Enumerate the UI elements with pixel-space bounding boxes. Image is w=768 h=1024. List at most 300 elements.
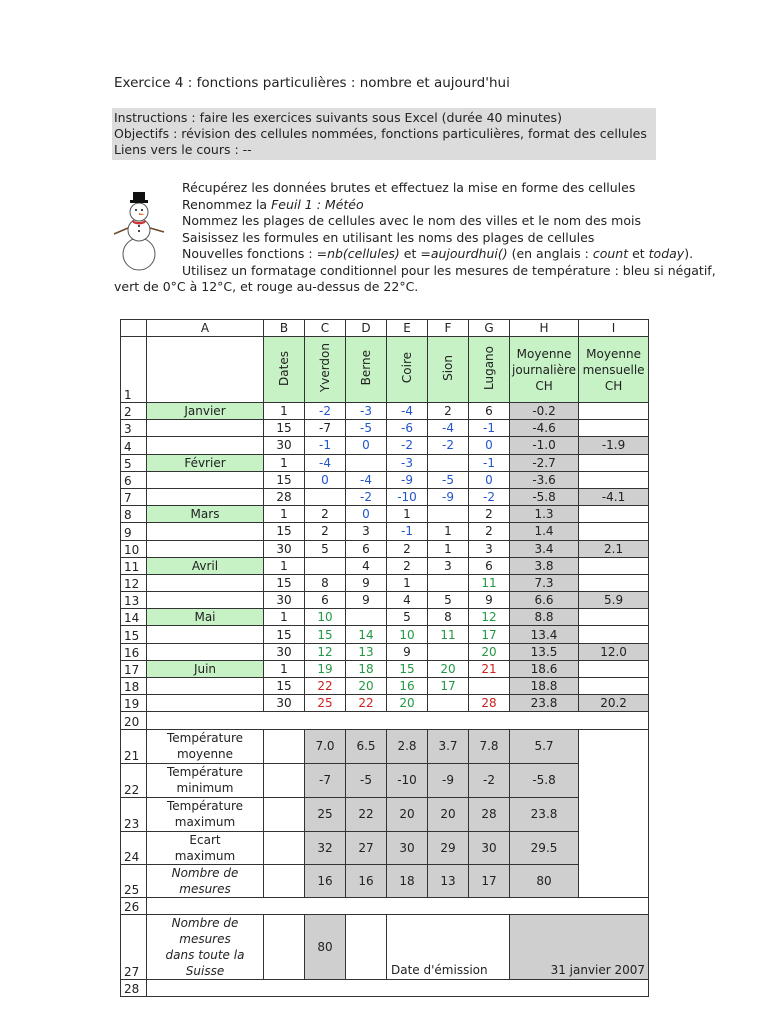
row-number[interactable]: 27: [121, 914, 147, 979]
stat-value[interactable]: 20: [428, 797, 469, 831]
temperature-cell[interactable]: 17: [469, 626, 510, 643]
stat-label[interactable]: Température moyenne: [147, 729, 264, 763]
temperature-cell[interactable]: 6: [305, 592, 346, 609]
month-cell[interactable]: [147, 437, 264, 454]
date-cell[interactable]: 1: [264, 660, 305, 677]
monthly-average-cell[interactable]: [579, 609, 649, 626]
column-header[interactable]: I: [579, 320, 649, 337]
daily-average-cell[interactable]: 1.3: [510, 506, 579, 523]
temperature-cell[interactable]: -1: [387, 523, 428, 540]
stat-label[interactable]: Température maximum: [147, 797, 264, 831]
monthly-average-cell[interactable]: [579, 506, 649, 523]
temperature-cell[interactable]: 1: [387, 574, 428, 591]
temperature-cell[interactable]: 3: [346, 523, 387, 540]
temperature-cell[interactable]: 3: [428, 557, 469, 574]
month-cell[interactable]: Février: [147, 454, 264, 471]
temperature-cell[interactable]: -6: [387, 420, 428, 437]
daily-average-cell[interactable]: 6.6: [510, 592, 579, 609]
row-number[interactable]: 28: [121, 979, 147, 996]
temperature-cell[interactable]: -5: [346, 420, 387, 437]
month-cell[interactable]: [147, 678, 264, 695]
table-row: [121, 557, 649, 574]
cell[interactable]: [147, 337, 264, 403]
row-number[interactable]: 22: [121, 763, 147, 797]
temperature-cell[interactable]: -3: [346, 403, 387, 420]
date-cell[interactable]: 30: [264, 437, 305, 454]
temperature-cell[interactable]: 5: [387, 609, 428, 626]
row-number[interactable]: 9: [121, 523, 147, 540]
temperature-cell[interactable]: 20: [469, 643, 510, 660]
cell: [346, 914, 387, 979]
row-number[interactable]: 5: [121, 454, 147, 471]
stat-value[interactable]: 30: [469, 831, 510, 864]
stat-value[interactable]: 17: [469, 864, 510, 897]
month-cell[interactable]: [147, 488, 264, 505]
temperature-cell[interactable]: -2: [469, 488, 510, 505]
column-header[interactable]: G: [469, 320, 510, 337]
temperature-cell[interactable]: 1: [428, 523, 469, 540]
empty-row-cell[interactable]: [147, 897, 649, 914]
row-number[interactable]: 8: [121, 506, 147, 523]
monthly-average-cell[interactable]: [579, 574, 649, 591]
monthly-average-cell[interactable]: 12.0: [579, 643, 649, 660]
temperature-cell[interactable]: 6: [469, 403, 510, 420]
date-cell[interactable]: 28: [264, 488, 305, 505]
daily-average-cell[interactable]: -4.6: [510, 420, 579, 437]
row-number[interactable]: 6: [121, 471, 147, 488]
column-header[interactable]: F: [428, 320, 469, 337]
row-number[interactable]: 4: [121, 437, 147, 454]
temperature-cell[interactable]: 12: [469, 609, 510, 626]
temperature-cell[interactable]: 22: [346, 695, 387, 712]
step-1: Récupérez les données brutes et effectuez la mise en forme des cellules: [182, 180, 636, 195]
temperature-cell[interactable]: 9: [387, 643, 428, 660]
row-number[interactable]: 26: [121, 897, 147, 914]
spreadsheet: [120, 319, 649, 997]
temperature-cell[interactable]: -9: [428, 488, 469, 505]
month-cell[interactable]: [147, 420, 264, 437]
table-row: [121, 695, 649, 712]
row-number[interactable]: 24: [121, 831, 147, 864]
row-number[interactable]: 15: [121, 626, 147, 643]
monthly-average-cell[interactable]: [579, 471, 649, 488]
info-box: [112, 108, 656, 160]
temperature-cell[interactable]: 25: [305, 695, 346, 712]
temperature-cell[interactable]: 8: [428, 609, 469, 626]
table-row: [121, 574, 649, 591]
cell: [579, 797, 649, 831]
stat-value[interactable]: 6.5: [346, 729, 387, 763]
temperature-cell[interactable]: [428, 574, 469, 591]
cell: [579, 864, 649, 897]
table-row: [121, 897, 649, 914]
row-number[interactable]: 11: [121, 557, 147, 574]
temperature-cell[interactable]: 0: [305, 471, 346, 488]
row-number[interactable]: 14: [121, 609, 147, 626]
table-row: [121, 523, 649, 540]
daily-average-cell[interactable]: 23.8: [510, 695, 579, 712]
temperature-cell[interactable]: 8: [305, 574, 346, 591]
cell[interactable]: [264, 831, 305, 864]
temperature-cell[interactable]: 4: [387, 592, 428, 609]
temperature-cell[interactable]: 10: [387, 626, 428, 643]
date-emission-label[interactable]: Date d'émission: [387, 914, 510, 979]
row-number[interactable]: 12: [121, 574, 147, 591]
stat-total[interactable]: 29.5: [510, 831, 579, 864]
table-row: [121, 471, 649, 488]
temperature-cell[interactable]: 2: [469, 523, 510, 540]
temperature-cell[interactable]: 1: [387, 506, 428, 523]
row-number[interactable]: 23: [121, 797, 147, 831]
steps-list: [114, 180, 716, 296]
cell[interactable]: [264, 797, 305, 831]
temperature-cell[interactable]: [428, 695, 469, 712]
stat-value[interactable]: -2: [469, 763, 510, 797]
temperature-cell[interactable]: -7: [305, 420, 346, 437]
summary-row: [121, 914, 649, 979]
column-header[interactable]: H: [510, 320, 579, 337]
cell[interactable]: [264, 914, 305, 979]
month-cell[interactable]: [147, 643, 264, 660]
row-number[interactable]: 13: [121, 592, 147, 609]
temperature-cell[interactable]: [428, 643, 469, 660]
temperature-cell[interactable]: 15: [305, 626, 346, 643]
row-number[interactable]: 10: [121, 540, 147, 557]
empty-row-cell[interactable]: [147, 979, 649, 996]
temperature-cell[interactable]: 10: [305, 609, 346, 626]
header-row: [121, 337, 649, 403]
daily-average-cell[interactable]: 18.6: [510, 660, 579, 677]
date-cell[interactable]: 30: [264, 540, 305, 557]
date-cell[interactable]: 15: [264, 574, 305, 591]
month-cell[interactable]: Mars: [147, 506, 264, 523]
date-cell[interactable]: 30: [264, 643, 305, 660]
temperature-cell[interactable]: -2: [346, 488, 387, 505]
temperature-cell[interactable]: 14: [346, 626, 387, 643]
monthly-average-cell[interactable]: [579, 403, 649, 420]
liens-line: Liens vers le cours : --: [114, 142, 252, 157]
row-number[interactable]: 18: [121, 678, 147, 695]
stat-row: [121, 831, 649, 864]
month-cell[interactable]: [147, 592, 264, 609]
monthly-average-cell[interactable]: 5.9: [579, 592, 649, 609]
temperature-cell[interactable]: 0: [469, 437, 510, 454]
table-row: [121, 979, 649, 996]
month-cell[interactable]: Mai: [147, 609, 264, 626]
daily-average-cell[interactable]: 18.8: [510, 678, 579, 695]
date-cell[interactable]: 1: [264, 403, 305, 420]
daily-average-cell[interactable]: 3.8: [510, 557, 579, 574]
temperature-cell[interactable]: 11: [428, 626, 469, 643]
date-cell[interactable]: 15: [264, 626, 305, 643]
temperature-cell[interactable]: -5: [428, 471, 469, 488]
temperature-cell[interactable]: [305, 488, 346, 505]
cell[interactable]: [264, 729, 305, 763]
temperature-cell[interactable]: 2: [428, 403, 469, 420]
temperature-cell[interactable]: 2: [469, 506, 510, 523]
stat-value[interactable]: -10: [387, 763, 428, 797]
step-3: Nommez les plages de cellules avec le nom des villes et le nom des mois: [182, 213, 641, 228]
table-row: [121, 643, 649, 660]
temperature-cell[interactable]: [428, 454, 469, 471]
stat-value[interactable]: -5: [346, 763, 387, 797]
row-number[interactable]: 2: [121, 403, 147, 420]
temperature-cell[interactable]: -9: [387, 471, 428, 488]
temperature-cell[interactable]: 2: [305, 506, 346, 523]
header-berne[interactable]: Berne: [346, 337, 387, 403]
stat-value[interactable]: 13: [428, 864, 469, 897]
temperature-cell[interactable]: 13: [346, 643, 387, 660]
daily-average-cell[interactable]: 13.5: [510, 643, 579, 660]
stat-value[interactable]: -7: [305, 763, 346, 797]
temperature-cell[interactable]: 0: [346, 506, 387, 523]
monthly-average-cell[interactable]: [579, 678, 649, 695]
stat-label[interactable]: Nombre de mesures: [147, 864, 264, 897]
stat-row: [121, 797, 649, 831]
stat-value[interactable]: 32: [305, 831, 346, 864]
row-number[interactable]: 19: [121, 695, 147, 712]
stat-value[interactable]: 18: [387, 864, 428, 897]
cell[interactable]: [264, 763, 305, 797]
temperature-cell[interactable]: 1: [428, 540, 469, 557]
temperature-cell[interactable]: [305, 557, 346, 574]
temperature-cell[interactable]: 2: [387, 540, 428, 557]
header-lugano[interactable]: Lugano: [469, 337, 510, 403]
month-cell[interactable]: [147, 626, 264, 643]
column-header[interactable]: A: [147, 320, 264, 337]
row-number[interactable]: 20: [121, 712, 147, 729]
stat-value[interactable]: 3.7: [428, 729, 469, 763]
temperature-cell[interactable]: -3: [387, 454, 428, 471]
column-header[interactable]: E: [387, 320, 428, 337]
cell: [579, 729, 649, 763]
stat-value[interactable]: 29: [428, 831, 469, 864]
stat-value[interactable]: 7.8: [469, 729, 510, 763]
month-cell[interactable]: Juin: [147, 660, 264, 677]
cell: [579, 763, 649, 797]
monthly-average-cell[interactable]: [579, 626, 649, 643]
temperature-cell[interactable]: 2: [387, 557, 428, 574]
stat-label[interactable]: Température minimum: [147, 763, 264, 797]
temperature-cell[interactable]: 2: [305, 523, 346, 540]
header-sion[interactable]: Sion: [428, 337, 469, 403]
table-row: [121, 454, 649, 471]
temperature-cell[interactable]: -2: [428, 437, 469, 454]
stat-value[interactable]: -9: [428, 763, 469, 797]
column-header-row: [121, 320, 649, 337]
stat-row: [121, 864, 649, 897]
temperature-cell[interactable]: [428, 506, 469, 523]
daily-average-cell[interactable]: -5.8: [510, 488, 579, 505]
temperature-cell[interactable]: 20: [428, 660, 469, 677]
monthly-average-cell[interactable]: [579, 454, 649, 471]
temperature-cell[interactable]: 9: [346, 592, 387, 609]
daily-average-cell[interactable]: 3.4: [510, 540, 579, 557]
monthly-average-cell[interactable]: -1.9: [579, 437, 649, 454]
stat-value[interactable]: 2.8: [387, 729, 428, 763]
temperature-cell[interactable]: -4: [346, 471, 387, 488]
stat-total[interactable]: 5.7: [510, 729, 579, 763]
table-row: [121, 403, 649, 420]
column-header[interactable]: B: [264, 320, 305, 337]
stat-value[interactable]: 27: [346, 831, 387, 864]
temperature-cell[interactable]: 4: [346, 557, 387, 574]
date-cell[interactable]: 15: [264, 420, 305, 437]
stat-value[interactable]: 22: [346, 797, 387, 831]
stat-total[interactable]: 80: [510, 864, 579, 897]
temperature-cell[interactable]: 9: [346, 574, 387, 591]
month-cell[interactable]: [147, 574, 264, 591]
stat-value[interactable]: 25: [305, 797, 346, 831]
header-moyenne-mensuelle[interactable]: Moyenne mensuelle CH: [579, 337, 649, 403]
temperature-cell[interactable]: 20: [346, 678, 387, 695]
temperature-cell[interactable]: 20: [387, 695, 428, 712]
step-6-continued: vert de 0°C à 12°C, et rouge au-dessus de 22°C.: [114, 279, 419, 294]
temperature-cell[interactable]: 9: [469, 592, 510, 609]
temperature-cell[interactable]: 0: [346, 437, 387, 454]
temperature-cell[interactable]: 0: [469, 471, 510, 488]
row-number[interactable]: 1: [121, 337, 147, 403]
stat-total[interactable]: 23.8: [510, 797, 579, 831]
month-cell[interactable]: Avril: [147, 557, 264, 574]
temperature-cell[interactable]: -4: [305, 454, 346, 471]
temperature-cell[interactable]: [346, 609, 387, 626]
monthly-average-cell[interactable]: [579, 420, 649, 437]
temperature-cell[interactable]: -10: [387, 488, 428, 505]
temperature-cell[interactable]: 16: [387, 678, 428, 695]
monthly-average-cell[interactable]: [579, 523, 649, 540]
table-row: [121, 540, 649, 557]
header-coire[interactable]: Coire: [387, 337, 428, 403]
month-cell[interactable]: [147, 523, 264, 540]
daily-average-cell[interactable]: -1.0: [510, 437, 579, 454]
temperature-cell[interactable]: 6: [469, 557, 510, 574]
daily-average-cell[interactable]: -0.2: [510, 403, 579, 420]
table-row: [121, 609, 649, 626]
row-number[interactable]: 7: [121, 488, 147, 505]
temperature-cell[interactable]: 12: [305, 643, 346, 660]
cell: [579, 831, 649, 864]
table-row: [121, 660, 649, 677]
date-cell[interactable]: 1: [264, 506, 305, 523]
column-header[interactable]: C: [305, 320, 346, 337]
daily-average-cell[interactable]: 8.8: [510, 609, 579, 626]
empty-row-cell[interactable]: [147, 712, 649, 729]
month-cell[interactable]: Janvier: [147, 403, 264, 420]
temperature-cell[interactable]: -4: [387, 403, 428, 420]
total-measures-label[interactable]: [147, 914, 264, 979]
temperature-cell[interactable]: 5: [305, 540, 346, 557]
monthly-average-cell[interactable]: 20.2: [579, 695, 649, 712]
monthly-average-cell[interactable]: [579, 660, 649, 677]
row-number[interactable]: 21: [121, 729, 147, 763]
cell[interactable]: [264, 864, 305, 897]
temperature-cell[interactable]: 22: [305, 678, 346, 695]
stat-row: [121, 763, 649, 797]
header-moyenne-journaliere[interactable]: Moyenne journalière CH: [510, 337, 579, 403]
temperature-cell[interactable]: 3: [469, 540, 510, 557]
temperature-cell[interactable]: 17: [428, 678, 469, 695]
table-row: [121, 626, 649, 643]
temperature-cell[interactable]: -2: [387, 437, 428, 454]
stat-value[interactable]: 20: [387, 797, 428, 831]
row-number[interactable]: 16: [121, 643, 147, 660]
page-title: Exercice 4 : fonctions particulières : nombre et aujourd'hui: [114, 75, 510, 91]
temperature-cell[interactable]: 15: [387, 660, 428, 677]
temperature-cell[interactable]: 21: [469, 660, 510, 677]
table-row: [121, 678, 649, 695]
row-number[interactable]: 25: [121, 864, 147, 897]
temperature-cell[interactable]: 6: [346, 540, 387, 557]
row-number[interactable]: 3: [121, 420, 147, 437]
date-cell[interactable]: 1: [264, 557, 305, 574]
date-cell[interactable]: 1: [264, 609, 305, 626]
temperature-cell[interactable]: [469, 678, 510, 695]
month-cell[interactable]: [147, 540, 264, 557]
corner-cell[interactable]: [121, 320, 147, 337]
table-row: [121, 488, 649, 505]
stat-value[interactable]: 30: [387, 831, 428, 864]
temperature-cell[interactable]: 5: [428, 592, 469, 609]
temperature-cell[interactable]: 28: [469, 695, 510, 712]
monthly-average-cell[interactable]: 2.1: [579, 540, 649, 557]
temperature-cell[interactable]: [346, 454, 387, 471]
total-measures-value[interactable]: 80: [305, 914, 346, 979]
date-cell[interactable]: 1: [264, 454, 305, 471]
stat-row: [121, 729, 649, 763]
temperature-cell[interactable]: -2: [305, 403, 346, 420]
column-header[interactable]: D: [346, 320, 387, 337]
date-cell[interactable]: 30: [264, 695, 305, 712]
stat-value[interactable]: 7.0: [305, 729, 346, 763]
total-measures-label-line2: dans toute la Suisse: [165, 947, 245, 978]
daily-average-cell[interactable]: -3.6: [510, 471, 579, 488]
temperature-cell[interactable]: 18: [346, 660, 387, 677]
month-cell[interactable]: [147, 471, 264, 488]
header-dates[interactable]: Dates: [264, 337, 305, 403]
stat-value[interactable]: 28: [469, 797, 510, 831]
stat-value[interactable]: 16: [305, 864, 346, 897]
daily-average-cell[interactable]: 1.4: [510, 523, 579, 540]
daily-average-cell[interactable]: -2.7: [510, 454, 579, 471]
header-yverdon[interactable]: Yverdon: [305, 337, 346, 403]
monthly-average-cell[interactable]: -4.1: [579, 488, 649, 505]
stat-value[interactable]: 16: [346, 864, 387, 897]
stat-label[interactable]: Ecart maximum: [147, 831, 264, 864]
row-number[interactable]: 17: [121, 660, 147, 677]
stat-total[interactable]: -5.8: [510, 763, 579, 797]
date-cell[interactable]: 15: [264, 471, 305, 488]
daily-average-cell[interactable]: 13.4: [510, 626, 579, 643]
date-cell[interactable]: 15: [264, 523, 305, 540]
temperature-cell[interactable]: -1: [469, 454, 510, 471]
temperature-cell[interactable]: 11: [469, 574, 510, 591]
monthly-average-cell[interactable]: [579, 557, 649, 574]
date-cell[interactable]: 15: [264, 678, 305, 695]
temperature-cell[interactable]: -4: [428, 420, 469, 437]
month-cell[interactable]: [147, 695, 264, 712]
table-row: [121, 420, 649, 437]
temperature-cell[interactable]: 19: [305, 660, 346, 677]
daily-average-cell[interactable]: 7.3: [510, 574, 579, 591]
temperature-cell[interactable]: -1: [305, 437, 346, 454]
step-5: Nouvelles fonctions : =nb(cellules) et =aujourdhui() (en anglais : count et today).: [182, 246, 694, 261]
date-emission-value[interactable]: 31 janvier 2007: [510, 914, 649, 979]
instructions-line: Instructions : faire les exercices suivants sous Excel (durée 40 minutes): [114, 110, 562, 125]
date-cell[interactable]: 30: [264, 592, 305, 609]
total-measures-label-line1: Nombre de mesures: [171, 915, 239, 946]
temperature-cell[interactable]: -1: [469, 420, 510, 437]
